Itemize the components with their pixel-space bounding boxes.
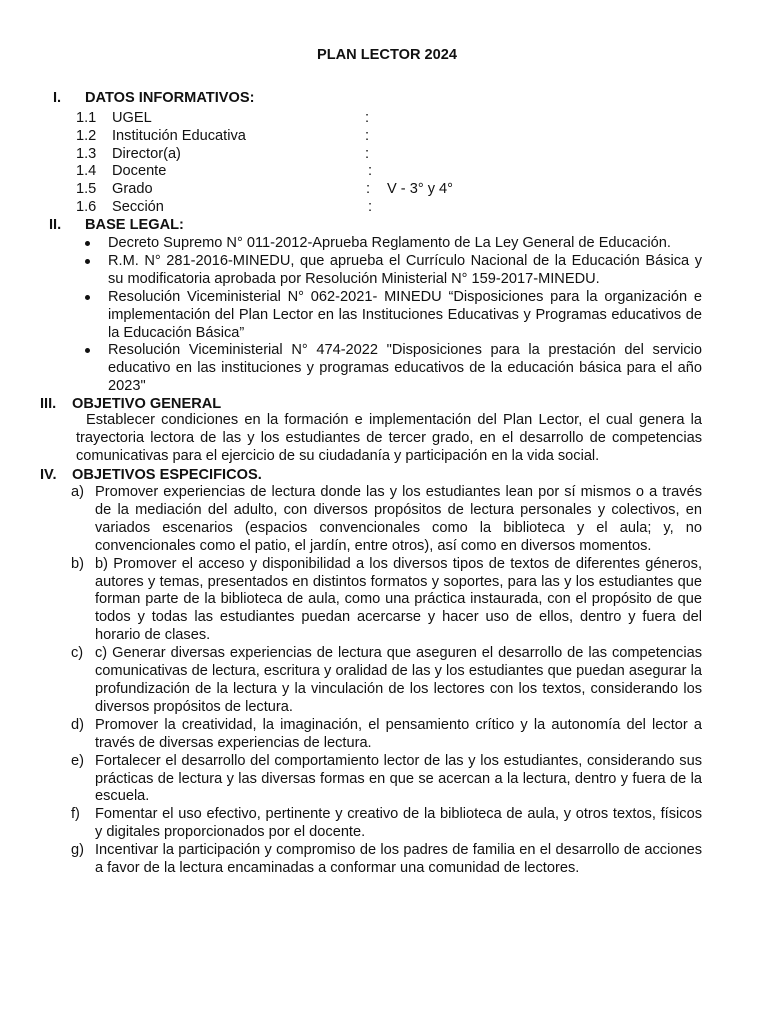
bullet-icon <box>85 241 90 246</box>
info-label: Institución Educativa <box>112 127 246 144</box>
info-label: Docente <box>112 163 167 180</box>
section-number: I. <box>53 90 62 106</box>
section-number: II. <box>49 217 62 233</box>
section-title: OBJETIVO GENERAL <box>72 396 222 412</box>
list-item-letter: d) <box>71 716 84 733</box>
info-row-institucion <box>76 128 576 146</box>
list-item-text: Promover la creatividad, la imaginación, el pensamiento crítico y la autonomía del lector a través de diversas experiencias de lectura. <box>95 716 702 751</box>
list-item-text: c) Generar diversas experiencias de lectura que aseguren el desarrollo de las competencias comunicativas de lectura, escritura y oralidad de las y los estudiantes que puedan asegurar la profundización de la lectura y la vinculación de los lectores con los textos, considerando los diversos propósitos de lectura. <box>95 645 702 715</box>
list-item <box>108 235 702 253</box>
list-item <box>71 752 702 807</box>
section-title: BASE LEGAL: <box>85 217 184 233</box>
list-item-letter: f) <box>71 806 80 823</box>
list-item-text: R.M. N° 281-2016-MINEDU, que aprueba el Currículo Nacional de la Educación Básica y su modificatoria aprobada por Resolución Ministerial N° 159-2017-MINEDU. <box>108 252 702 287</box>
list-item <box>71 842 702 878</box>
objetivos-especificos-list <box>71 484 702 878</box>
info-number: 1.5 <box>76 181 97 198</box>
info-colon: : <box>365 127 370 144</box>
list-item-text: Incentivar la participación y compromiso de los padres de familia en el desarrollo de acciones a favor de la lectura encaminadas a conformar una comunidad de lectores. <box>95 842 702 877</box>
list-item-text: Resolución Viceministerial N° 062-2021- MINEDU “Disposiciones para la organización e implementación del Plan Lector en las Instituciones Educativas y Programas educativos de la Educación Básica” <box>108 288 702 341</box>
list-item-text: Resolución Viceministerial N° 474-2022 "Disposiciones para la prestación del servicio educativo en las instituciones y programas educativos de la educación básica para el año 2023" <box>108 342 702 395</box>
info-number: 1.3 <box>76 145 97 162</box>
info-label: Sección <box>112 198 164 215</box>
section-title: DATOS INFORMATIVOS: <box>85 90 255 106</box>
list-item-letter: g) <box>71 842 84 859</box>
list-item-letter: c) <box>71 645 84 662</box>
bullet-icon <box>85 295 90 300</box>
bullet-icon <box>85 348 90 353</box>
info-row-grado <box>76 181 576 199</box>
list-item <box>71 645 702 717</box>
bullet-icon <box>85 259 90 264</box>
list-item <box>108 289 702 343</box>
objetivo-general-text: Establecer condiciones en la formación e implementación del Plan Lector, el cual genera la trayectoria lectora de las y los estudiantes de tercer grado, en el desarrollo de competencias comunicativas para el ejercicio de su ciudadanía y participación en la vida social. <box>76 412 702 464</box>
info-row-docente <box>76 163 576 181</box>
info-colon: : <box>365 110 370 126</box>
list-item-text: Fortalecer el desarrollo del comportamiento lector de las y los estudiantes, considerando sus prácticas de lectura y las diversas formas en que se acercan a la lectura, dentro y fuera de la escuela. <box>95 752 702 805</box>
base-legal-list <box>108 235 702 396</box>
info-value: V - 3° y 4° <box>387 181 454 198</box>
section-number: IV. <box>40 467 57 483</box>
info-row-director <box>76 146 576 164</box>
info-row-ugel <box>76 110 576 128</box>
info-row-seccion <box>76 199 576 217</box>
info-colon: : <box>368 198 373 215</box>
section-title: OBJETIVOS ESPECIFICOS. <box>72 467 262 483</box>
info-number: 1.1 <box>76 110 97 126</box>
info-number: 1.2 <box>76 127 97 144</box>
list-item-letter: e) <box>71 752 84 769</box>
list-item-letter: a) <box>71 484 84 500</box>
info-number: 1.4 <box>76 163 97 180</box>
info-list <box>76 110 576 217</box>
section-number: III. <box>40 396 57 412</box>
info-label: UGEL <box>112 110 152 126</box>
info-label: Director(a) <box>112 145 181 162</box>
list-item <box>71 555 702 646</box>
info-colon: : <box>365 145 370 162</box>
info-colon: : <box>368 163 373 180</box>
list-item <box>108 342 702 396</box>
list-item <box>71 806 702 842</box>
list-item-text: Fomentar el uso efectivo, pertinente y creativo de la biblioteca de aula, y otros textos, físicos y digitales proporcionados por el docente. <box>95 806 702 841</box>
list-item-text: b) Promover el acceso y disponibilidad a los diversos tipos de textos de diferentes géneros, autores y temas, presentados en distintos formatos y soportes, para las y los estudiantes que forman parte de la biblioteca de aula, como una práctica instaurada, con el propósito de que todos y todas las estudiantes puedan acercarse y hacer uso de ellos, dentro y fuera del horario de clases. <box>95 555 702 644</box>
list-item-letter: b) <box>71 555 84 572</box>
info-label: Grado <box>112 181 153 198</box>
info-colon: : <box>366 181 371 198</box>
document-title: PLAN LECTOR 2024 <box>316 47 458 63</box>
list-item-text: Promover experiencias de lectura donde las y los estudiantes lean por sí mismos o a través de la mediación del adulto, con diversos propósitos de lectura personales y colectivos, en variados escenarios (espacios convencionales como la biblioteca y el aula; y, no convencionales como el patio, el jardín, entre otros), así como en diversos momentos. <box>95 484 702 554</box>
list-item <box>108 253 702 289</box>
list-item <box>71 484 702 556</box>
info-number: 1.6 <box>76 198 97 215</box>
list-item <box>71 716 702 753</box>
list-item-text: Decreto Supremo N° 011-2012-Aprueba Reglamento de La Ley General de Educación. <box>108 235 671 251</box>
